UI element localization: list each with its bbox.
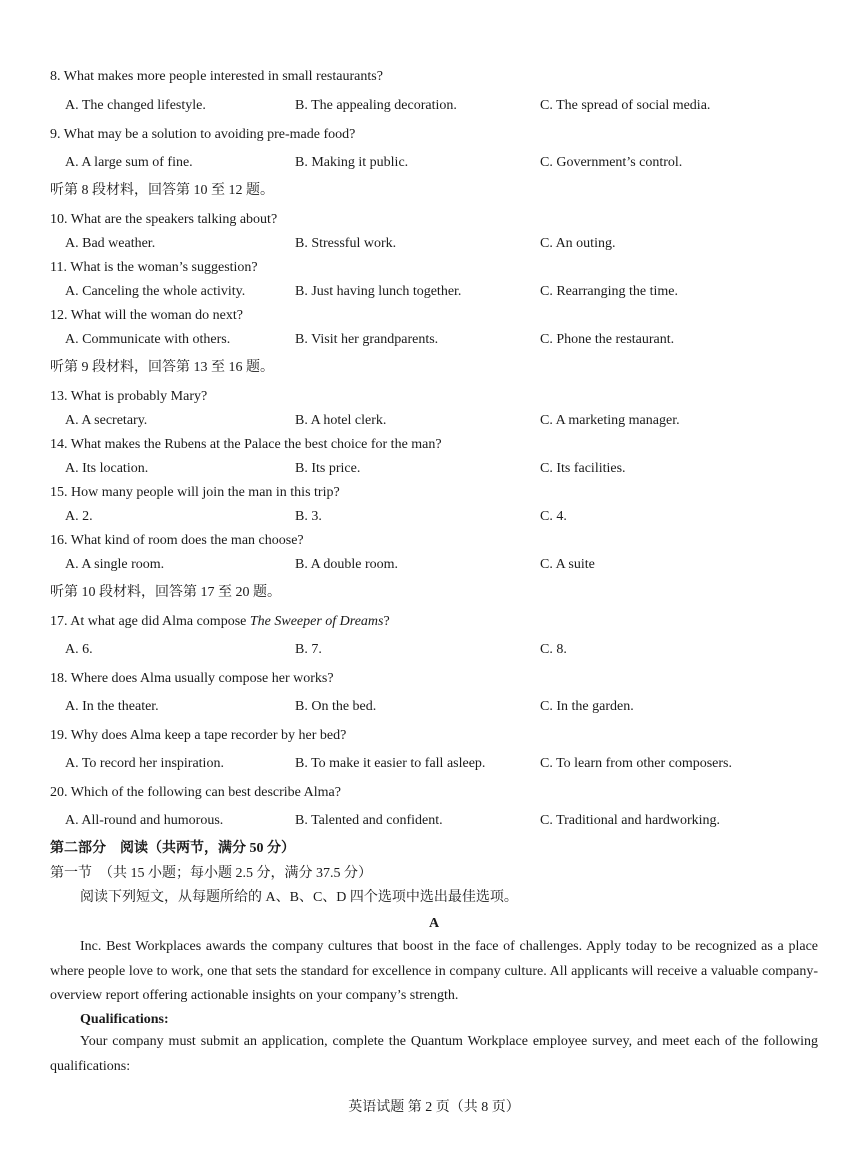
question-17-stem-suffix: ? (383, 614, 390, 629)
question-17-option-a: A. 6. (65, 642, 93, 657)
question-20-option-a: A. All-round and humorous. (65, 813, 224, 828)
question-9-stem: 9. What may be a solution to avoiding pre-made food? (50, 127, 356, 142)
question-17-stem-title: The Sweeper of Dreams (249, 614, 384, 629)
question-18-option-a: A. In the theater. (65, 699, 159, 714)
question-9-option-b: B. Making it public. (295, 155, 409, 170)
question-8-option-b: B. The appealing decoration. (295, 98, 457, 113)
reading-direction: 阅读下列短文，从每题所给的 A、B、C、D 四个选项中选出最佳选项。 (80, 890, 518, 905)
qualifications-heading: Qualifications: (80, 1012, 169, 1027)
question-17-option-b: B. 7. (295, 642, 322, 657)
question-20-option-c: C. Traditional and hardworking. (540, 813, 721, 828)
question-16-option-b: B. A double room. (295, 557, 399, 572)
question-10-stem: 10. What are the speakers talking about? (50, 212, 278, 227)
passage-paragraph-1: Inc. Best Workplaces awards the company cultures that boost in the face of challenges. Apply today to be recognized as a place where people love to work, one that sets the standard for excellence in company culture. All applicants will receive a valuable company-overview report offering actionable insights on your company’s strength. (50, 939, 818, 1003)
question-17-option-c: C. 8. (540, 642, 567, 657)
question-15-option-c: C. 4. (540, 509, 567, 524)
page-footer: 英语试题 第 2 页（共 8 页） (348, 1100, 520, 1115)
question-13-option-c: C. A marketing manager. (540, 413, 680, 428)
question-17-stem (50, 614, 390, 630)
question-12-option-a: A. Communicate with others. (65, 332, 231, 347)
question-19-option-a: A. To record her inspiration. (65, 756, 224, 771)
question-9-option-a: A. A large sum of fine. (65, 155, 193, 170)
section-1-heading: 第一节 （共 15 小题；每小题 2.5 分，满分 37.5 分） (50, 866, 372, 881)
question-14-option-a: A. Its location. (65, 461, 149, 476)
question-15-stem: 15. How many people will join the man in this trip? (50, 485, 340, 500)
question-19-option-b: B. To make it easier to fall asleep. (295, 756, 486, 771)
question-11-stem: 11. What is the woman’s suggestion? (50, 260, 258, 275)
question-18-stem: 18. Where does Alma usually compose her works? (50, 671, 334, 686)
segment-8-instruction: 听第 8 段材料，回答第 10 至 12 题。 (50, 183, 274, 198)
question-10-option-a: A. Bad weather. (65, 236, 156, 251)
segment-9-instruction: 听第 9 段材料，回答第 13 至 16 题。 (50, 360, 274, 375)
question-8-option-a: A. The changed lifestyle. (65, 98, 206, 113)
question-16-option-c: C. A suite (540, 557, 595, 572)
question-12-stem: 12. What will the woman do next? (50, 308, 243, 323)
question-8-option-c: C. The spread of social media. (540, 98, 711, 113)
question-13-option-a: A. A secretary. (65, 413, 148, 428)
question-19-option-c: C. To learn from other composers. (540, 756, 732, 771)
question-20-option-b: B. Talented and confident. (295, 813, 443, 828)
question-17-stem-prefix: 17. At what age did Alma compose (50, 614, 250, 629)
question-9-option-c: C. Government’s control. (540, 155, 683, 170)
question-14-option-b: B. Its price. (295, 461, 361, 476)
question-8-stem: 8. What makes more people interested in small restaurants? (50, 69, 383, 84)
passage-letter: A (428, 916, 440, 931)
question-18-option-b: B. On the bed. (295, 699, 377, 714)
question-18-option-c: C. In the garden. (540, 699, 634, 714)
question-14-option-c: C. Its facilities. (540, 461, 626, 476)
question-12-option-b: B. Visit her grandparents. (295, 332, 439, 347)
question-15-option-a: A. 2. (65, 509, 93, 524)
part-2-heading: 第二部分 阅读（共两节，满分 50 分） (50, 841, 295, 856)
question-13-stem: 13. What is probably Mary? (50, 389, 208, 404)
segment-10-instruction: 听第 10 段材料，回答第 17 至 20 题。 (50, 585, 281, 600)
question-11-option-a: A. Canceling the whole activity. (65, 284, 246, 299)
question-12-option-c: C. Phone the restaurant. (540, 332, 675, 347)
question-19-stem: 19. Why does Alma keep a tape recorder by her bed? (50, 728, 347, 743)
passage-paragraph-2: Your company must submit an application, complete the Quantum Workplace employee survey, and meet each of the following qualifications: (50, 1034, 818, 1074)
question-11-option-b: B. Just having lunch together. (295, 284, 462, 299)
question-15-option-b: B. 3. (295, 509, 322, 524)
question-16-stem: 16. What kind of room does the man choose? (50, 533, 304, 548)
question-20-stem: 20. Which of the following can best describe Alma? (50, 785, 341, 800)
question-16-option-a: A. A single room. (65, 557, 165, 572)
question-10-option-c: C. An outing. (540, 236, 616, 251)
question-11-option-c: C. Rearranging the time. (540, 284, 679, 299)
question-10-option-b: B. Stressful work. (295, 236, 397, 251)
question-14-stem: 14. What makes the Rubens at the Palace the best choice for the man? (50, 437, 442, 452)
question-13-option-b: B. A hotel clerk. (295, 413, 387, 428)
